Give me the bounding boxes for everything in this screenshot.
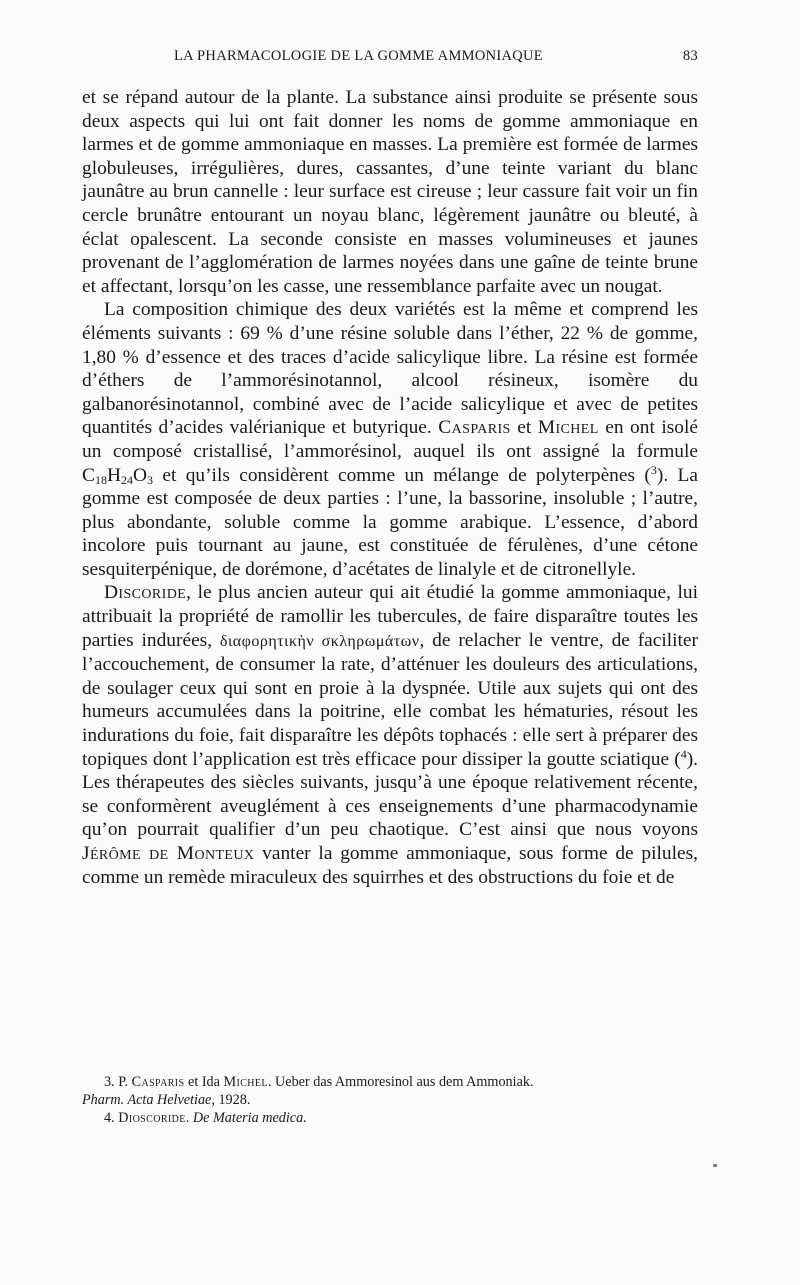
footnote-3-author-michel: Michel [223,1074,268,1090]
formula-o-sub: 3 [146,472,153,487]
footnote-3-title: . Ueber das Ammoresinol aus dem Ammoniak. [267,1074,534,1090]
footnote-3-et: et Ida [184,1074,224,1090]
footnotes [82,1073,698,1127]
paragraph-3-text-a: , le plus ancien auteur qui ait étudié la gomme ammoniaque, lui attribuait la propriété de ramollir les tubercules, de faire disparaître toutes les parties indurées, [82,582,698,651]
footnote-4-title: De Materia medica. [192,1110,307,1126]
formula-c-sub: 18 [94,472,107,487]
main-text [82,86,698,889]
footnote-3-journal: Pharm. Acta Helvetiae, [82,1092,215,1108]
paragraph-1: et se répand autour de la plante. La substance ainsi produite se présente sous deux aspects qui lui ont fait donner les noms de gomme ammoniaque en larmes et de gomme ammoniaque en masses. La première est formée de larmes globuleuses, irrégulières, dures, cassantes, d’une teinte variant du blanc jaunâtre au brun cannelle : leur surface est cireuse ; leur cassure fait voir un fin cercle brunâtre entourant un noyau blanc, légèrement jaunâtre ou bleuté, à éclat opalescent. La seconde consiste en masses volumineuses et jaunes provenant de l’agglomération de larmes noyées dans une gaîne de teinte brune et affectant, lorsqu’on les casse, une ressemblance parfaite avec un nougat. [82,87,698,297]
footnote-ref-4: 4 [680,746,687,761]
footnote-ref-3: 3 [650,462,657,477]
formula-h: H [106,464,121,486]
paragraph-3-text-b: , de relacher le ventre, de faciliter l’accouchement, de consumer la rate, d’atténuer les douleurs des articulations, de soulager ceux qui sont en proie à la dyspnée. Utile aux sujets qui ont des humeurs accumulées dans la poitrine, elle combat les hématuries, résout les indurations du foie, fait disparaître les dépôts tophacés : elle sert à préparer des topiques dont l’application est très efficace pour dissiper la goutte sciatique ( [82,629,698,770]
footnote-3-number: 3. P. [104,1074,132,1090]
formula-h-sub: 24 [120,472,133,487]
paragraph-2-text-d: ). La gomme est composée de deux parties : l’une, la bassorine, insoluble ; l’autre, plus abondante, soluble comme la gomme arabique. L’essence, d’abord incolore puis tournant au jaune, est constituée de férulènes, d’une cétone sesquiterpénique, de dorémone, d’acétates de linalyle et de citronellyle. [82,464,698,580]
running-header [82,48,698,72]
paragraph-3-text-c: ). Les thérapeutes des siècles suivants, jusqu’à une époque relativement récente, se conformèrent aveuglément à ces enseignements d’une pharmacodynamie qu’on pourrait qualifier d’un peu chaotique. C’est ainsi que nous voyons [82,748,698,841]
paragraph-2-text-a: La composition chimique des deux variétés est la même et comprend les éléments suivants : 69 % d’une résine soluble dans l’éther, 22 % de gomme, 1,80 % d’essence et des traces d’acide salicylique libre. La résine est formée d’éthers de l’ammorésinotannol, alcool résineux, isomère du galbanorésinotannol, combiné avec de l’acide salicylique et avec de petites quantités d’acides valérianique et butyrique. [82,299,698,439]
paragraph-2-text-b: en ont isolé un composé cristallisé, l’ammorésinol, auquel ils ont assigné la formule [82,417,698,462]
formula-c: C [82,464,95,486]
paragraph-2-text-c: et qu’ils considèrent comme un mélange de polyterpènes ( [152,464,651,486]
paragraph-2 [82,298,698,581]
footnote-4 [82,1109,698,1127]
greek-phrase: διαφορητικὴν σκληρωμάτων [219,632,420,650]
paragraph-3-text-d: vanter la gomme ammoniaque, sous forme de pilules, comme un remède miraculeux des squirrhes et des obstructions du foie et de [82,843,698,888]
author-michel: Michel [537,417,599,439]
chemical-formula [82,465,153,486]
author-casparis: Casparis [438,417,511,439]
page-number: 83 [682,48,698,64]
footnote-3-year: 1928. [214,1092,251,1108]
footnote-4-separator: . [185,1110,193,1126]
footnote-3-author-casparis: Casparis [131,1074,185,1090]
formula-o: O [132,464,147,486]
author-discoride: Discoride [104,582,187,604]
author-jerome-de-monteux: Jérôme de Monteux [82,843,255,864]
footnote-4-number: 4. [104,1110,119,1126]
print-speck [713,1164,717,1167]
footnote-4-author-dioscoride: Dioscoride [118,1110,186,1126]
footnote-3 [82,1073,698,1109]
paragraph-3 [82,581,698,889]
paragraph-2-et: et [510,417,538,439]
running-title: LA PHARMACOLOGIE DE LA GOMME AMMONIAQUE [174,48,543,64]
